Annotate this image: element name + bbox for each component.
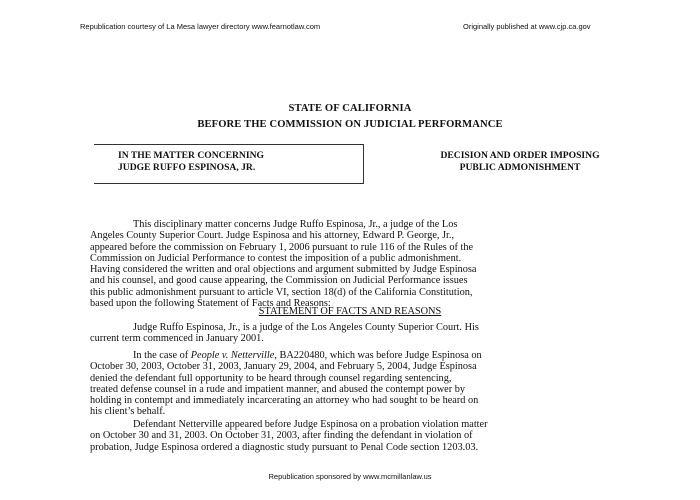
caption-matter-line1: IN THE MATTER CONCERNING [118,150,264,161]
case-line-post: , BA220480, which was before Judge Espinosa on [274,350,482,361]
header-right: Originally published at www.cjp.ca.gov [463,22,591,31]
intro-line: and his counsel, and good cause appearing, the Commission on Judicial Performance issues [90,275,468,287]
probation-line: on October 30 and 31, 2003. On October 31, 2003, after finding the defendant in violation of [90,430,473,442]
case-name: People v. Netterville [190,350,275,361]
header-left: Republication courtesy of La Mesa lawyer directory www.fearnotlaw.com [80,22,321,31]
case-line: denied the defendant full opportunity to be heard through counsel regarding sentencing, [90,372,452,384]
case-paragraph [90,350,615,418]
intro-line: Having considered the written and oral objections and argument submitted by Judge Espinosa [90,264,477,276]
caption-rule-top [94,144,363,145]
judge-line: Judge Ruffo Espinosa, Jr., is a judge of the Los Angeles County Superior Court. His [133,322,479,333]
intro-line: This disciplinary matter concerns Judge Ruffo Espinosa, Jr., a judge of the Los [133,219,458,230]
intro-line: Angeles County Superior Court. Judge Espinosa and his attorney, Edward P. George, Jr., [90,230,455,242]
caption-rule-bottom [94,183,363,184]
case-line: treated defense counsel in a rude and impatient manner, and abused the contempt power by [90,383,466,395]
caption-matter-line2: JUDGE RUFFO ESPINOSA, JR. [118,162,256,173]
judge-paragraph [90,322,615,345]
caption-decision-line1: DECISION AND ORDER IMPOSING [440,150,600,161]
caption-matter [118,150,264,174]
intro-line: this public admonishment pursuant to article VI, section 18(d) of the California Constitution, [90,286,473,298]
probation-line: Defendant Netterville appeared before Judge Espinosa on a probation violation matter [133,419,488,430]
probation-line: probation, Judge Espinosa ordered a diagnostic study pursuant to Penal Code section 1203.03. [90,441,479,453]
caption-decision [400,150,640,174]
intro-line: Commission on Judicial Performance to contest the imposition of a public admonishment. [90,252,462,264]
caption-rule-vertical [363,144,364,184]
title-commission: BEFORE THE COMMISSION ON JUDICIAL PERFORMANCE [197,119,503,130]
case-line: October 30, 2003, October 31, 2003, January 29, 2004, and February 5, 2004, Judge Espinosa [90,361,477,373]
caption-decision-line2: PUBLIC ADMONISHMENT [459,162,581,173]
title-state: STATE OF CALIFORNIA [288,103,412,114]
case-line [90,350,615,361]
intro-paragraph [90,219,615,309]
case-line: holding in contempt and immediately incarcerating an attorney who had sought to be heard on [90,395,479,407]
case-line-pre: In the case of [133,350,191,361]
footer-sponsor: Republication sponsored by www.mcmillanlaw.us [268,472,432,481]
case-line: his client’s behalf. [90,406,166,418]
intro-line: appeared before the commission on February 1, 2006 pursuant to rule 116 of the Rules of the [90,241,474,253]
judge-line: current term commenced in January 2001. [90,333,264,345]
section-heading: STATEMENT OF FACTS AND REASONS [258,306,442,317]
probation-paragraph [90,419,615,453]
intro-line: based upon the following Statement of Facts and Reasons: [90,298,331,310]
